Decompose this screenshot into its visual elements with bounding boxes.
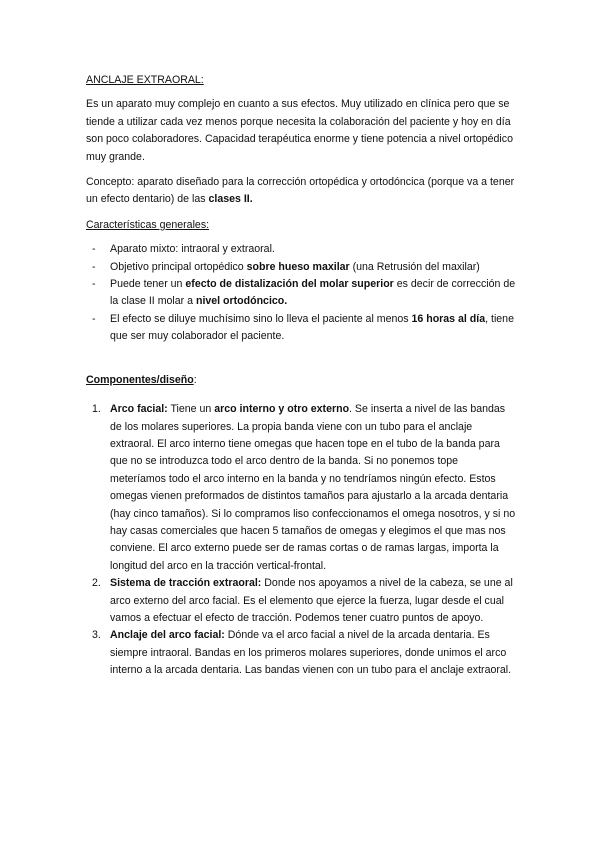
item-text: Puede tener un	[110, 278, 186, 291]
item-bold: arco interno y otro externo	[214, 403, 350, 416]
item-bold: 16 horas al día	[411, 312, 486, 325]
item-bold: nivel ortodóncico.	[195, 295, 288, 308]
characteristics-heading: Características generales:	[86, 218, 210, 231]
item-text: Dónde va el arco facial a nivel de la arcada dentaria. Es siempre intraoral. Bandas en los primeros molares superiores, donde unimos el arco interno a la arcada dentaria. Las bandas vienen con un tubo para el anclaje extraoral.	[110, 629, 512, 677]
components-heading	[86, 372, 516, 389]
item-label: Sistema de tracción extraoral:	[110, 577, 262, 590]
list-item	[86, 259, 516, 276]
dash-marker: -	[92, 260, 96, 273]
concept-text: Concepto: aparato diseñado para la corrección ortopédica y ortodóncica (porque va a tener un efecto dentario) de las	[86, 176, 515, 206]
list-item	[86, 575, 516, 627]
dash-marker: -	[92, 312, 96, 325]
number-marker: 1.	[92, 403, 101, 416]
item-text: Aparato mixto: intraoral y extraoral.	[110, 243, 275, 256]
item-text: , tiene que ser muy colaborador el paciente.	[110, 312, 514, 343]
item-bold: efecto de distalización del molar superior	[185, 278, 394, 291]
item-bold: sobre hueso maxilar	[246, 260, 350, 273]
item-text: Tiene un	[167, 403, 215, 416]
spacer	[86, 354, 516, 372]
item-label: Anclaje del arco facial:	[110, 629, 225, 642]
list-item	[86, 276, 516, 311]
dash-marker: -	[92, 278, 96, 291]
document-title: ANCLAJE EXTRAORAL:	[86, 74, 204, 86]
components-list	[86, 401, 516, 680]
components-heading-bold: Componentes/diseño	[86, 373, 194, 386]
number-marker: 2.	[92, 577, 101, 590]
item-label: Arco facial:	[110, 403, 168, 416]
number-marker: 3.	[92, 629, 101, 642]
dash-marker: -	[92, 243, 96, 256]
intro-paragraph: Es un aparato muy complejo en cuanto a sus efectos. Muy utilizado en clínica pero que se tiende a utilizar cada vez menos porque necesita la colaboración del paciente y hoy en día son poco colaboradores. Capacidad terapéutica enorme y tiene potencia a nivel ortopédico muy grande.	[86, 98, 513, 163]
concept-paragraph	[86, 174, 516, 209]
list-item	[86, 241, 516, 258]
item-text: El efecto se diluye muchísimo sino lo lleva el paciente al menos	[110, 312, 412, 325]
item-text: Objetivo principal ortopédico	[110, 260, 247, 273]
characteristics-list	[86, 241, 516, 345]
list-item	[86, 311, 516, 346]
document-content	[86, 72, 516, 680]
concept-bold: clases II.	[208, 193, 253, 206]
list-item	[86, 627, 516, 679]
item-text: Donde nos apoyamos a nivel de la cabeza, se une al arco externo del arco facial. Es el elemento que ejerce la fuerza, lugar desde el cual vamos a efectuar el efecto de tracción. Podemos tener cuatro puntos de apoyo.	[110, 577, 513, 624]
item-text: (una Retrusión del maxilar)	[349, 260, 480, 273]
item-text: . Se inserta a nivel de las bandas de los molares superiores. La propia banda viene con un tubo para el anclaje extraoral. El arco interno tiene omegas que hacen tope en el tubo de la banda para que no se introduzca todo el arco dentro de la banda. Si no ponemos tope meteríamos todo el arco interno en la banda y no tendríamos ningún efecto. Estos omegas vienen preformados de distintos tamaños para ajustarlo a la arcada dentaria (hay cinco tamaños). Si lo compramos liso confeccionamos el omega nosotros, y si no hay casas comerciales que hacen 5 tamaños de omegas y elegimos el que mas nos conviene. El arco externo puede ser de ramas cortas o de ramas largas, importa la longitud del arco en la tracción vertical-frontal.	[110, 403, 516, 572]
item-text: es decir de corrección de la clase II molar a	[110, 278, 516, 308]
components-heading-colon: :	[193, 373, 197, 386]
list-item	[86, 401, 516, 575]
